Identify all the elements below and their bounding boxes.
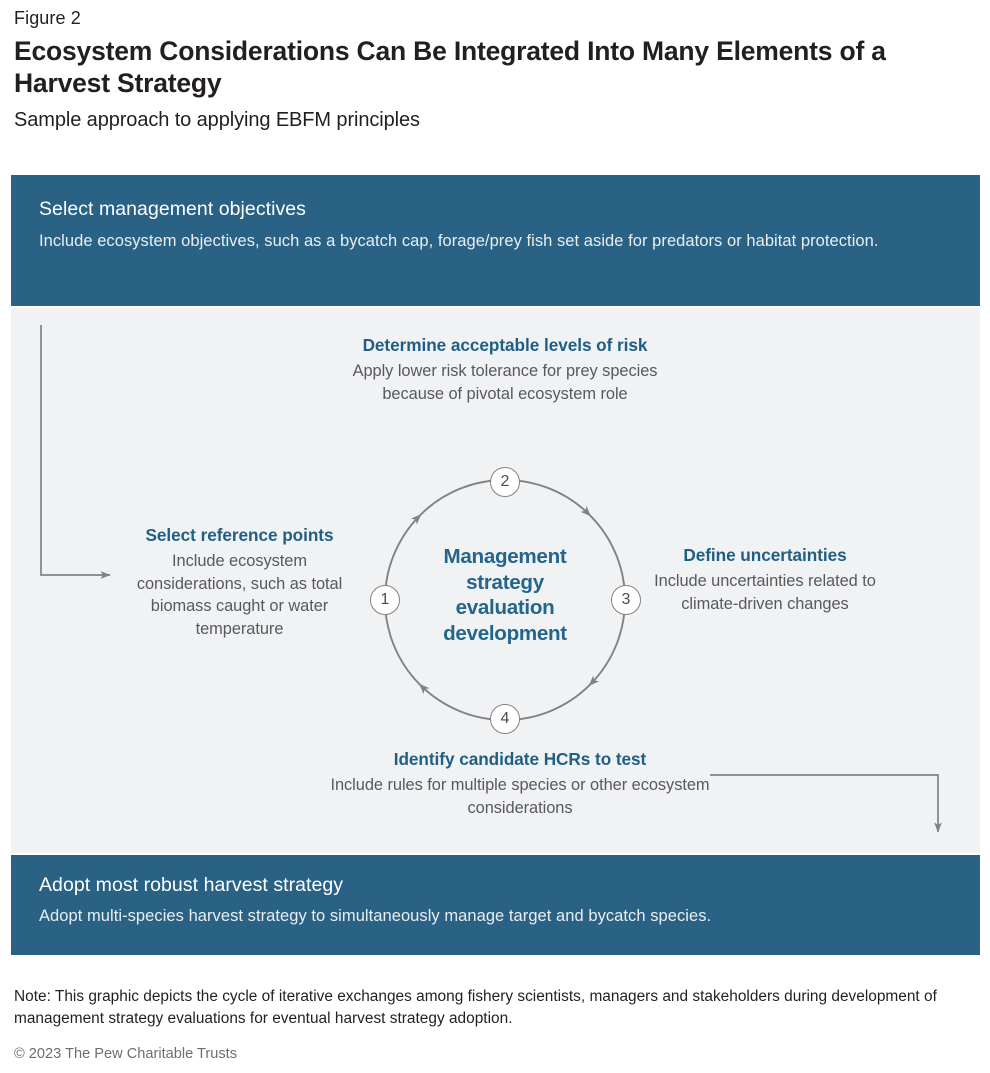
band-bottom-title: Adopt most robust harvest strategy	[39, 874, 344, 896]
figure-title: Ecosystem Considerations Can Be Integrated Into Many Elements of a Harvest Strategy	[14, 36, 886, 98]
cycle-node-1[interactable]: 1	[370, 585, 400, 615]
figure-copyright: © 2023 The Pew Charitable Trusts	[14, 1046, 238, 1062]
step-select-reference-points	[118, 524, 361, 640]
step-1-title: Select reference points	[145, 525, 334, 545]
figure-number: Figure 2	[14, 8, 81, 28]
step-define-uncertainties	[650, 544, 880, 615]
step-determine-acceptable-levels-of-risk	[345, 334, 665, 405]
figure-footer	[14, 986, 964, 1064]
band-top-title: Select management objectives	[39, 198, 306, 220]
step-identify-candidate-hcrs	[320, 748, 720, 819]
band-bottom-body: Adopt multi-species harvest strategy to simultaneously manage target and bycatch species.	[39, 907, 712, 925]
figure-note: Note: This graphic depicts the cycle of iterative exchanges among fishery scientists, managers and stakeholders during development of management strategy evaluations for eventual harvest strategy adoption.	[14, 988, 937, 1027]
step-4-body: Include rules for multiple species or other ecosystem considerations	[330, 776, 710, 817]
cycle-node-2[interactable]: 2	[490, 467, 520, 497]
step-3-body: Include uncertainties related to climate-driven changes	[654, 572, 876, 613]
cycle-node-3[interactable]: 3	[611, 585, 641, 615]
step-2-body: Apply lower risk tolerance for prey species because of pivotal ecosystem role	[352, 362, 658, 403]
figure-subtitle: Sample approach to applying EBFM principles	[14, 109, 420, 131]
cycle-center-label: Management strategy evaluation development	[443, 545, 567, 645]
figure-header	[14, 6, 980, 133]
step-2-title: Determine acceptable levels of risk	[362, 335, 648, 355]
step-4-title: Identify candidate HCRs to test	[393, 749, 647, 769]
cycle-node-4[interactable]: 4	[490, 704, 520, 734]
band-top-body: Include ecosystem objectives, such as a bycatch cap, forage/prey fish set aside for predators or habitat protection.	[39, 232, 879, 250]
band-adopt-harvest-strategy	[11, 855, 980, 955]
step-3-title: Define uncertainties	[683, 545, 847, 565]
step-1-body: Include ecosystem considerations, such as total biomass caught or water temperature	[136, 552, 343, 638]
band-select-management-objectives	[11, 175, 980, 306]
